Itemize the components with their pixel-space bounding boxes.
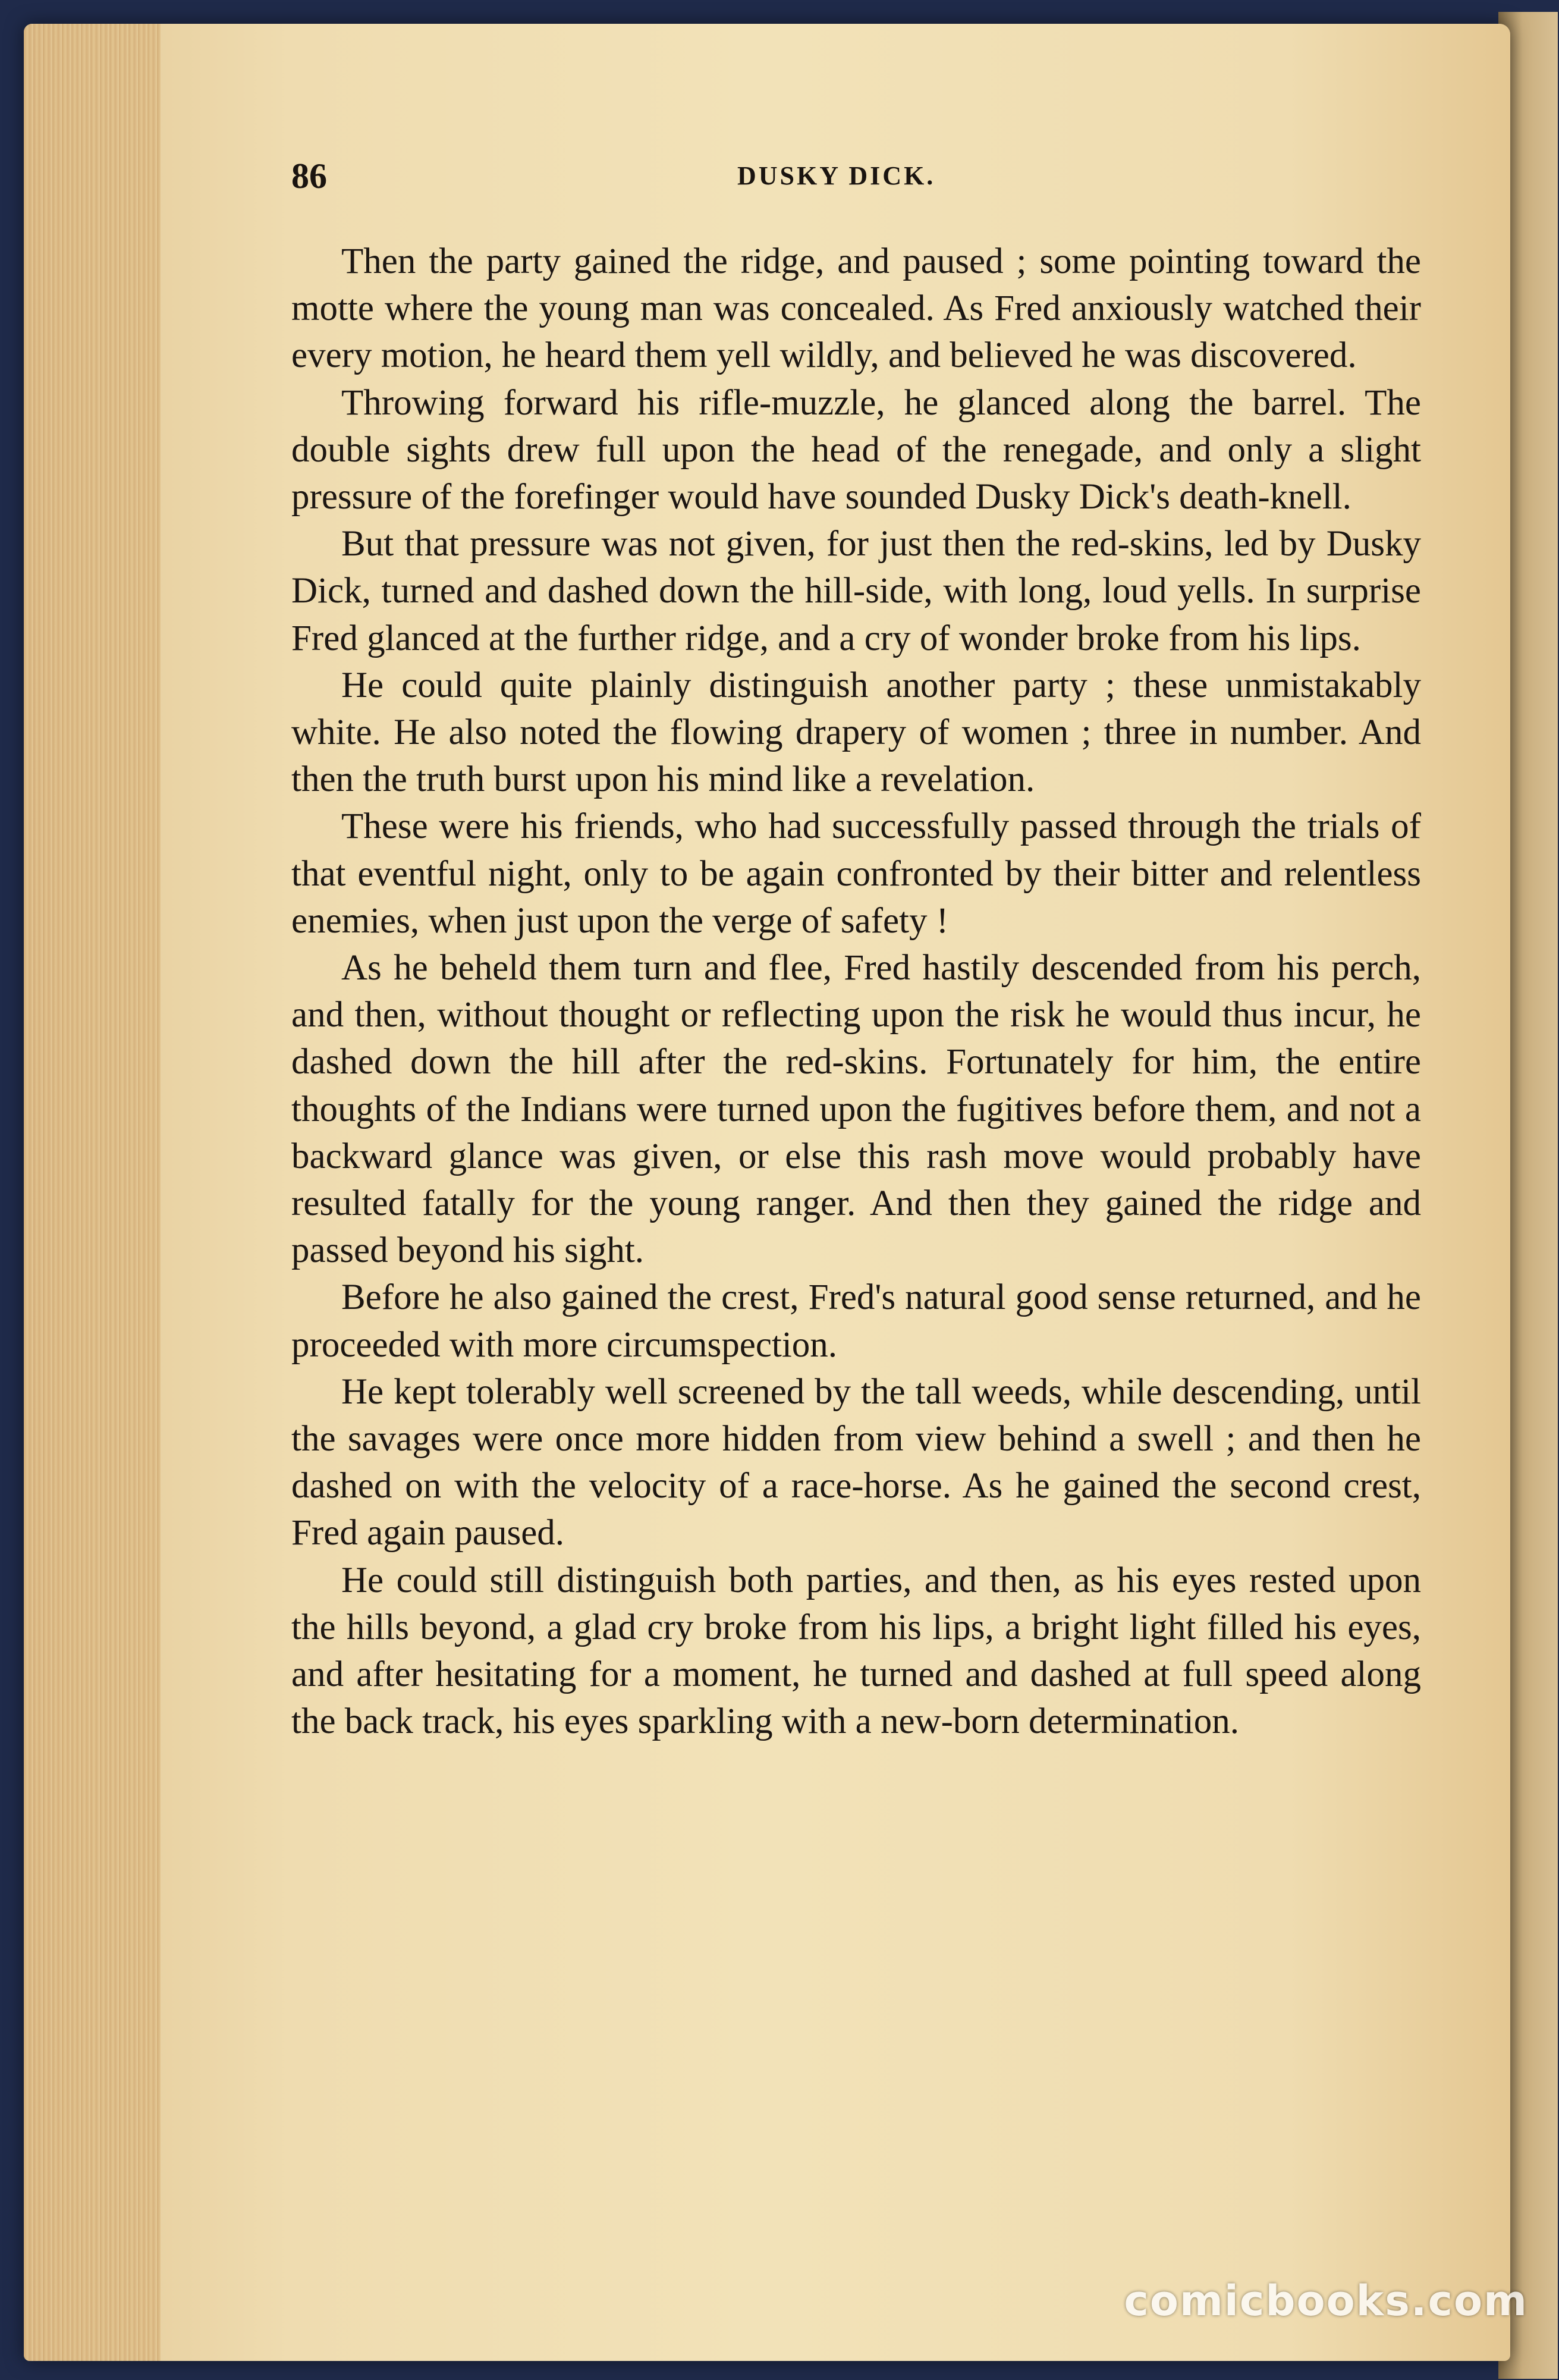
paragraph-9: He could still distinguish both parties, and then, as his eyes rested upon the hills beyond, a glad cry broke from his lips, a bright light filled his eyes, and after hesitating for a moment, he turned and dashed at full speed along the back track, his eyes sparkling with a new-born determination. — [291, 1560, 1421, 1742]
paragraph-4: He could quite plainly distinguish another party ; these unmistakably white. He also noted the flowing drapery of women ; three in number. And then the truth burst upon his mind like a revelation. — [291, 665, 1421, 800]
body-text — [291, 238, 1421, 1745]
watermark: comicbooks.com — [1124, 2277, 1528, 2325]
running-head: DUSKY DICK. — [737, 161, 936, 190]
page-number: 86 — [291, 156, 327, 196]
paragraph-6: As he beheld them turn and flee, Fred hastily descended from his perch, and then, without thought or reflecting upon the risk he would thus incur, he dashed down the hill after the red-skins. Fortunately for him, the entire thoughts of the Indians were turned upon the fugitives before them, and not a backward glance was given, or else this rash move would probably have resulted fatally for the young ranger. And then they gained the ridge and passed beyond his sight. — [291, 948, 1421, 1271]
paragraph-8: He kept tolerably well screened by the tall weeds, while descending, until the savages were once more hidden from view behind a swell ; and then he dashed on with the velocity of a race-horse. As he gained the second crest, Fred again paused. — [291, 1371, 1421, 1553]
paragraph-1: Then the party gained the ridge, and paused ; some pointing toward the motte where the young man was concealed. As Fred anxiously watched their every motion, he heard them yell wildly, and believed he was discovered. — [291, 241, 1421, 376]
page-header — [291, 156, 1421, 197]
paragraph-3: But that pressure was not given, for just then the red-skins, led by Dusky Dick, turned and dashed down the hill-side, with long, loud yells. In surprise Fred glanced at the further ridge, and a cry of wonder broke from his lips. — [291, 524, 1421, 658]
paragraph-7: Before he also gained the crest, Fred's natural good sense returned, and he proceeded with more circumspection. — [291, 1277, 1421, 1365]
page-stack-edge — [24, 24, 161, 2361]
paragraph-2: Throwing forward his rifle-muzzle, he glanced along the barrel. The double sights drew full upon the head of the renegade, and only a slight pressure of the forefinger would have sounded Dusky Dick's death-knell. — [291, 382, 1421, 517]
paragraph-5: These were his friends, who had successfully passed through the trials of that eventful night, only to be again confronted by their bitter and relentless enemies, when just upon the verge of safety ! — [291, 806, 1421, 941]
